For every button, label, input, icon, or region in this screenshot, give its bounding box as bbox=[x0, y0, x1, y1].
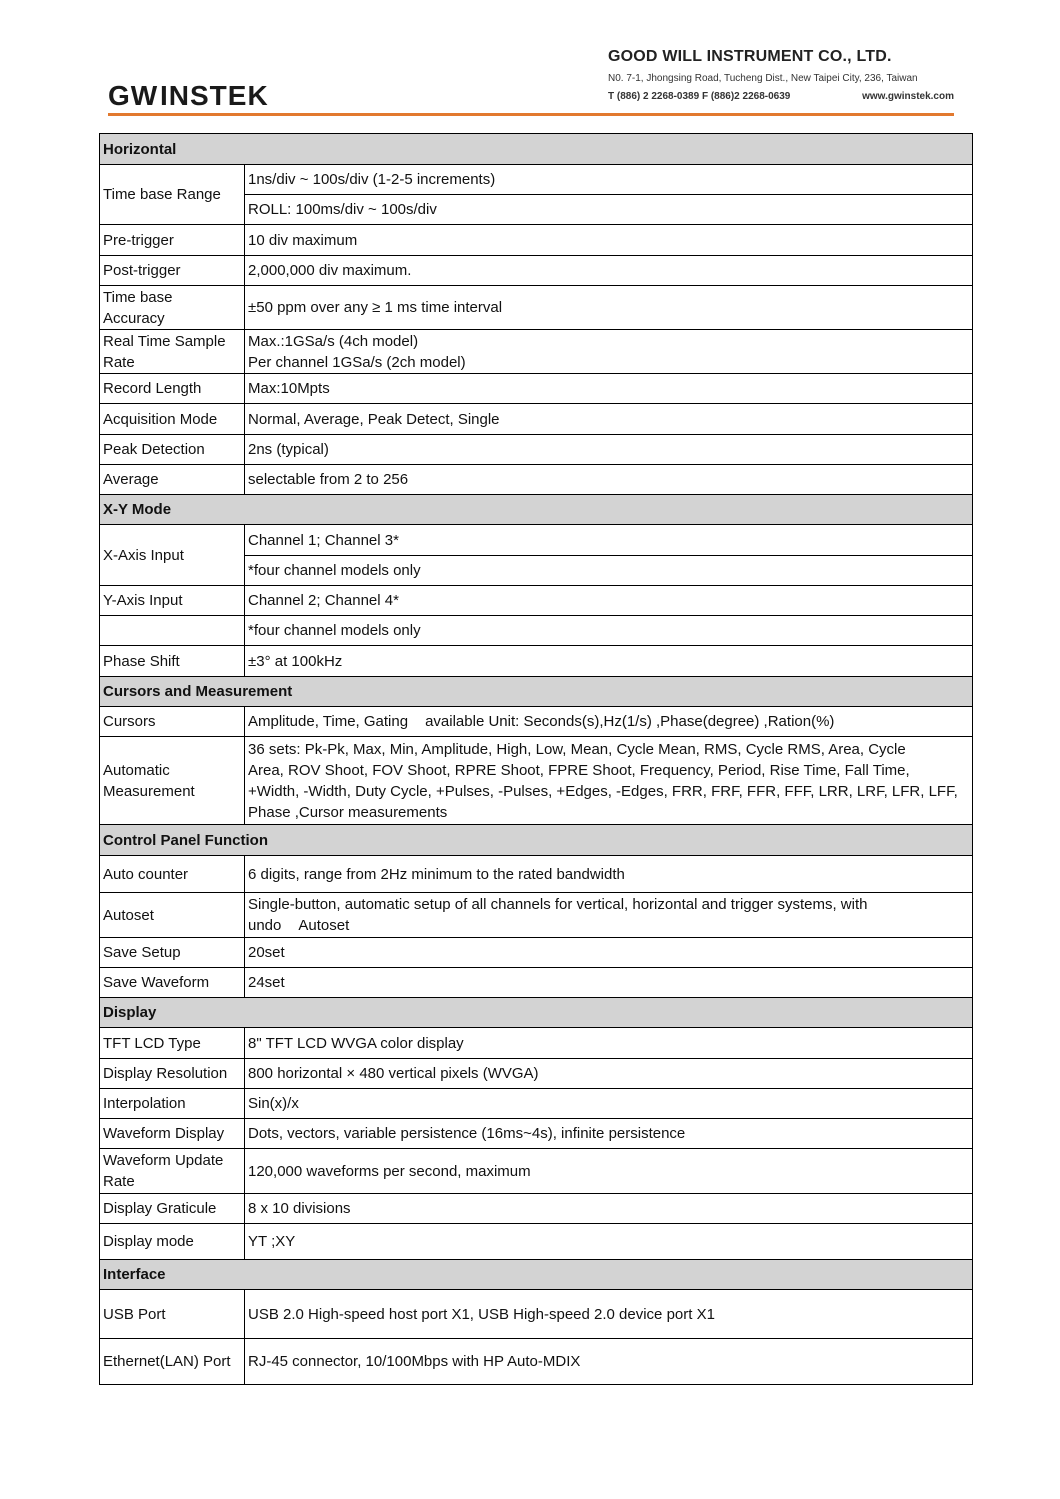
table-row bbox=[100, 938, 973, 968]
spec-value: ROLL: 100ms/div ~ 100s/div bbox=[245, 195, 973, 225]
table-row bbox=[100, 616, 973, 646]
spec-label-line: Measurement bbox=[103, 782, 195, 800]
spec-label: Post-trigger bbox=[100, 256, 245, 286]
section-control-panel bbox=[100, 825, 973, 856]
spec-label: Y-Axis Input bbox=[100, 586, 245, 616]
spec-value: ±50 ppm over any ≥ 1 ms time interval bbox=[245, 286, 973, 330]
company-info bbox=[608, 48, 958, 104]
spec-label bbox=[100, 286, 245, 330]
spec-label-line: Accuracy bbox=[103, 309, 165, 327]
spec-label: Waveform Display bbox=[100, 1119, 245, 1149]
spec-value-part: Autoset bbox=[298, 917, 350, 934]
section-title: X-Y Mode bbox=[100, 495, 973, 525]
table-row bbox=[100, 1149, 973, 1194]
section-title: Display bbox=[100, 998, 973, 1028]
spec-value-line: Single-button, automatic setup of all channels for vertical, horizontal and trigger systems, with bbox=[248, 896, 868, 913]
spec-value: selectable from 2 to 256 bbox=[245, 465, 973, 495]
company-name: GOOD WILL INSTRUMENT CO., LTD. bbox=[608, 48, 892, 65]
company-address: N0. 7-1, Jhongsing Road, Tucheng Dist., New Taipei City, 236, Taiwan bbox=[608, 73, 918, 84]
company-contact bbox=[608, 91, 958, 104]
spec-label: Interpolation bbox=[100, 1089, 245, 1119]
spec-label: Display mode bbox=[100, 1224, 245, 1260]
svg-text:INSTEK: INSTEK bbox=[160, 80, 269, 110]
spec-label bbox=[100, 1149, 245, 1194]
spec-value: ±3° at 100kHz bbox=[245, 646, 973, 677]
spec-label bbox=[100, 330, 245, 374]
spec-value-line: Max.:1GSa/s (4ch model) bbox=[248, 332, 419, 350]
spec-label: Ethernet(LAN) Port bbox=[100, 1339, 245, 1385]
spec-label-line: Automatic bbox=[103, 761, 170, 779]
spec-label-empty bbox=[100, 616, 245, 646]
spec-label: Average bbox=[100, 465, 245, 495]
spec-label: Display Resolution bbox=[100, 1059, 245, 1089]
table-row bbox=[100, 404, 973, 435]
table-row bbox=[100, 286, 973, 330]
table-row bbox=[100, 893, 973, 938]
spec-value-line: Phase ,Cursor measurements bbox=[248, 803, 448, 821]
spec-label: Save Waveform bbox=[100, 968, 245, 998]
spec-label: Acquisition Mode bbox=[100, 404, 245, 435]
gw-instek-logo-mark bbox=[108, 80, 272, 110]
spec-value: Max:10Mpts bbox=[245, 374, 973, 404]
company-phones: T (886) 2 2268-0389 F (886)2 2268-0639 bbox=[608, 91, 791, 102]
spec-value: *four channel models only bbox=[245, 616, 973, 646]
spec-label-line: Rate bbox=[103, 1173, 135, 1190]
table-row bbox=[100, 465, 973, 495]
spec-value: USB 2.0 High-speed host port X1, USB High-speed 2.0 device port X1 bbox=[245, 1290, 973, 1339]
table-row bbox=[100, 646, 973, 677]
spec-value: Sin(x)/x bbox=[245, 1089, 973, 1119]
spec-label: Pre-trigger bbox=[100, 225, 245, 256]
section-horizontal bbox=[100, 134, 973, 165]
table-row bbox=[100, 330, 973, 374]
spec-value: 2ns (typical) bbox=[245, 435, 973, 465]
table-row bbox=[100, 225, 973, 256]
company-website: www.gwinstek.com bbox=[862, 91, 954, 102]
spec-value: 20set bbox=[245, 938, 973, 968]
spec-value: Channel 1; Channel 3* bbox=[245, 525, 973, 556]
spec-label-line: Rate bbox=[103, 353, 135, 371]
spec-value: RJ-45 connector, 10/100Mbps with HP Auto-MDIX bbox=[245, 1339, 973, 1385]
table-row bbox=[100, 856, 973, 893]
table-row bbox=[100, 1290, 973, 1339]
section-title: Control Panel Function bbox=[100, 825, 973, 856]
spec-label: USB Port bbox=[100, 1290, 245, 1339]
section-title: Cursors and Measurement bbox=[100, 677, 973, 707]
section-interface bbox=[100, 1260, 973, 1290]
table-row bbox=[100, 1339, 973, 1385]
svg-text:GW: GW bbox=[108, 80, 159, 110]
table-row bbox=[100, 374, 973, 404]
spec-label-line: Time base bbox=[103, 288, 173, 306]
table-row bbox=[100, 1224, 973, 1260]
spec-label: Cursors bbox=[100, 707, 245, 737]
spec-value: 6 digits, range from 2Hz minimum to the rated bandwidth bbox=[245, 856, 973, 893]
gw-instek-logo bbox=[108, 80, 272, 110]
spec-value-line: 36 sets: Pk-Pk, Max, Min, Amplitude, High, Low, Mean, Cycle Mean, RMS, Cycle RMS, Area, Cycle bbox=[248, 740, 906, 758]
spec-value: YT ;XY bbox=[245, 1224, 973, 1260]
spec-label: TFT LCD Type bbox=[100, 1028, 245, 1059]
spec-label: Time base Range bbox=[100, 165, 245, 225]
spec-value-line: Area, ROV Shoot, FOV Shoot, RPRE Shoot, FPRE Shoot, Frequency, Period, Rise Time, Fall Time, bbox=[248, 761, 910, 779]
spec-value: *four channel models only bbox=[245, 556, 973, 586]
section-xy-mode bbox=[100, 495, 973, 525]
spec-value: 10 div maximum bbox=[245, 225, 973, 256]
section-cursors bbox=[100, 677, 973, 707]
table-row bbox=[100, 1194, 973, 1224]
spec-label: Peak Detection bbox=[100, 435, 245, 465]
spec-label-line: Real Time Sample bbox=[103, 332, 226, 350]
spec-value bbox=[245, 707, 973, 737]
spec-value bbox=[245, 737, 973, 825]
spec-value-part: undo bbox=[248, 917, 282, 934]
spec-value: 800 horizontal × 480 vertical pixels (WVGA) bbox=[245, 1059, 973, 1089]
table-row bbox=[100, 586, 973, 616]
spec-value: 2,000,000 div maximum. bbox=[245, 256, 973, 286]
spec-label bbox=[100, 737, 245, 825]
spec-value: Dots, vectors, variable persistence (16ms~4s), infinite persistence bbox=[245, 1119, 973, 1149]
spec-value: 8 x 10 divisions bbox=[245, 1194, 973, 1224]
spec-value-part: Amplitude, Time, Gating bbox=[248, 713, 409, 730]
spec-value: 8" TFT LCD WVGA color display bbox=[245, 1028, 973, 1059]
table-row bbox=[100, 525, 973, 556]
spec-label: Save Setup bbox=[100, 938, 245, 968]
spec-label: Display Graticule bbox=[100, 1194, 245, 1224]
spec-value: Normal, Average, Peak Detect, Single bbox=[245, 404, 973, 435]
table-row bbox=[100, 1028, 973, 1059]
section-display bbox=[100, 998, 973, 1028]
table-row bbox=[100, 1119, 973, 1149]
header-divider bbox=[108, 113, 954, 116]
spec-value-part: available Unit: Seconds(s),Hz(1/s) ,Phase(degree) ,Ration(%) bbox=[425, 713, 835, 730]
spec-label-line: Waveform Update bbox=[103, 1152, 224, 1169]
section-title: Interface bbox=[100, 1260, 973, 1290]
section-title: Horizontal bbox=[100, 134, 973, 165]
table-row bbox=[100, 737, 973, 825]
spec-value: Channel 2; Channel 4* bbox=[245, 586, 973, 616]
spec-value: 24set bbox=[245, 968, 973, 998]
spec-label: X-Axis Input bbox=[100, 525, 245, 586]
table-row bbox=[100, 435, 973, 465]
table-row bbox=[100, 1059, 973, 1089]
spec-value bbox=[245, 893, 973, 938]
spec-value-line: +Width, -Width, Duty Cycle, +Pulses, -Pulses, +Edges, -Edges, FRR, FRF, FFR, FFF, LRR, LRF, LFR, LFF, bbox=[248, 782, 958, 800]
spec-value: 120,000 waveforms per second, maximum bbox=[245, 1149, 973, 1194]
spec-label: Autoset bbox=[100, 893, 245, 938]
spec-value bbox=[245, 330, 973, 374]
spec-label: Record Length bbox=[100, 374, 245, 404]
table-row bbox=[100, 1089, 973, 1119]
spec-value-line bbox=[248, 915, 969, 936]
table-row bbox=[100, 256, 973, 286]
table-row bbox=[100, 707, 973, 737]
spec-label: Auto counter bbox=[100, 856, 245, 893]
table-row bbox=[100, 165, 973, 195]
spec-value: 1ns/div ~ 100s/div (1-2-5 increments) bbox=[245, 165, 973, 195]
spec-table bbox=[99, 133, 973, 1385]
table-row bbox=[100, 968, 973, 998]
spec-label: Phase Shift bbox=[100, 646, 245, 677]
spec-value-line: Per channel 1GSa/s (2ch model) bbox=[248, 353, 466, 371]
